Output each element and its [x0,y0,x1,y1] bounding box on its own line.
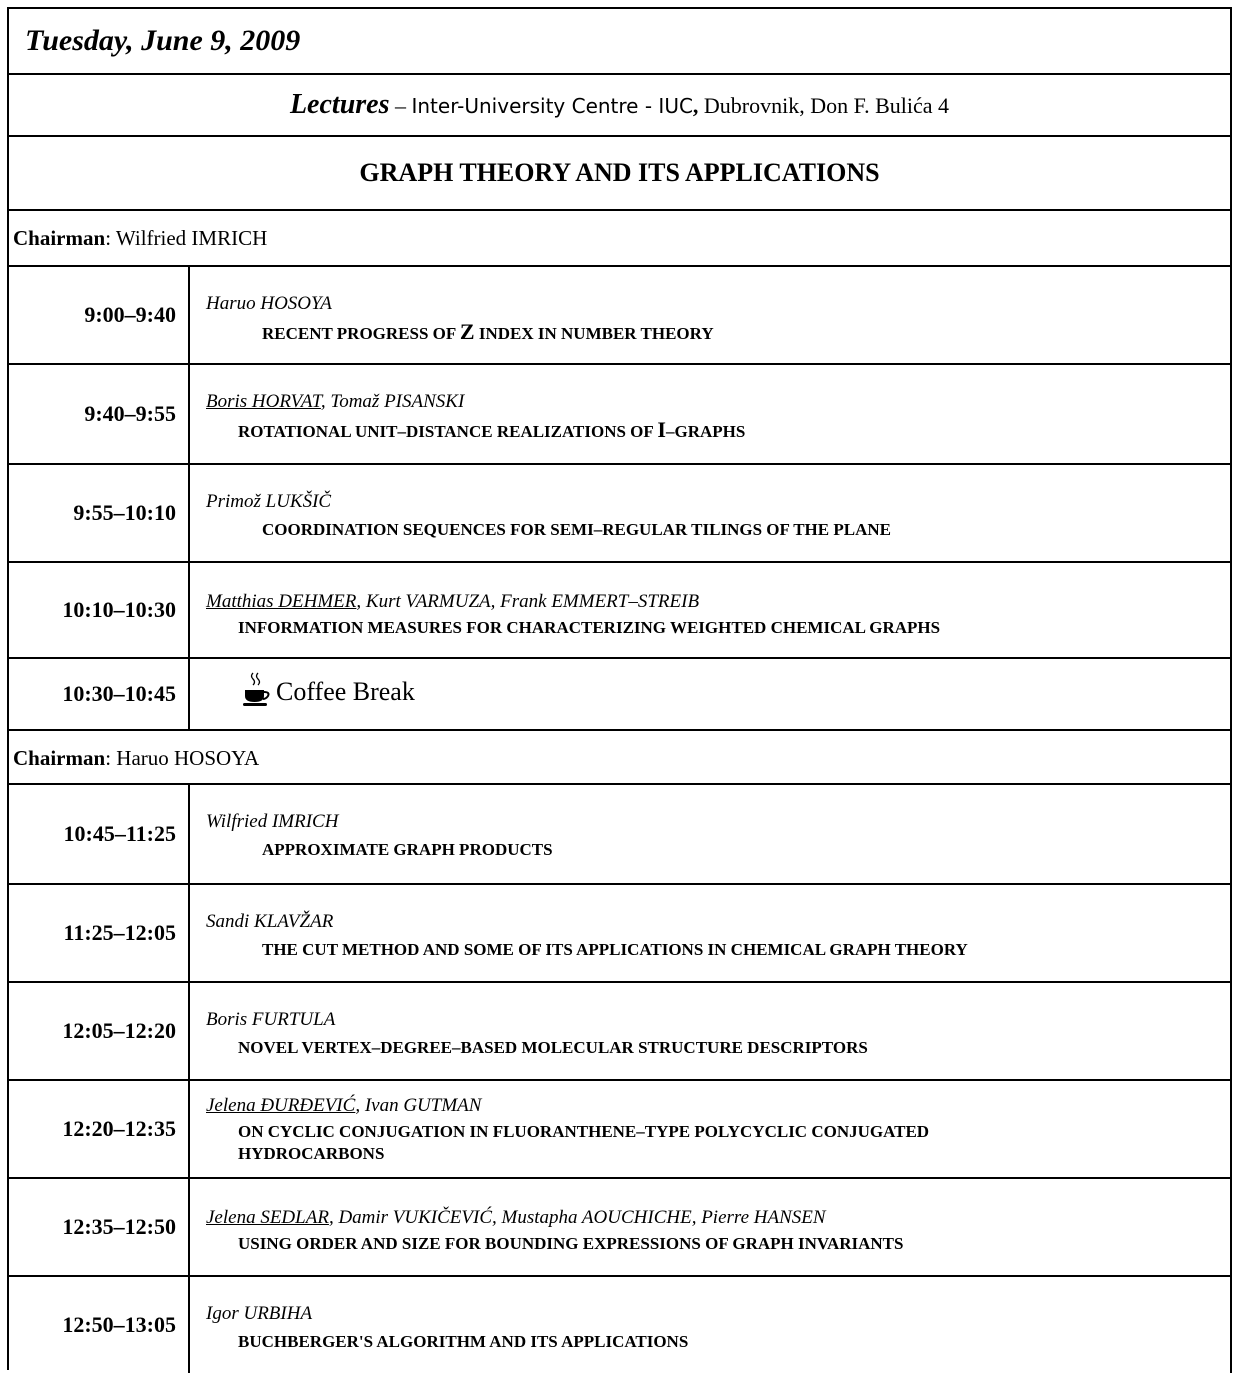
track-title: GRAPH THEORY AND ITS APPLICATIONS [359,158,880,187]
talk-content [190,983,1230,1079]
talk-title [238,419,745,443]
day-header [9,9,1232,75]
coauthors: , Ivan GUTMAN [355,1095,482,1116]
talk-title-line: HYDROCARBONS [238,1144,385,1163]
talk-time: 10:45–11:25 [9,785,190,883]
coffee-break [242,671,415,707]
presenter: Boris HORVAT [206,391,321,412]
talk-title: THE CUT METHOD AND SOME OF ITS APPLICATIONS IN CHEMICAL GRAPH THEORY [262,940,968,959]
coauthors: Wilfried IMRICH [206,811,339,832]
talk-content [190,465,1230,561]
coauthors: Boris FURTULA [206,1009,336,1030]
talk-content [190,1081,1230,1177]
talk-title: NOVEL VERTEX–DEGREE–BASED MOLECULAR STRUCTURE DESCRIPTORS [238,1038,868,1057]
talk-authors [206,1207,826,1229]
track-title-row [9,137,1232,211]
coauthors: Igor URBIHA [206,1303,313,1324]
coauthors: , Kurt VARMUZA, Frank EMMERT–STREIB [356,591,700,612]
coauthors: , Damir VUKIČEVIĆ, Mustapha AOUCHICHE, Pierre HANSEN [328,1207,826,1228]
talk-row [9,885,1232,983]
coauthors: Primož LUKŠIČ [206,491,332,512]
talk-title: COORDINATION SEQUENCES FOR SEMI–REGULAR TILINGS OF THE PLANE [262,520,891,539]
talk-title [238,1121,929,1165]
talk-row [9,465,1232,563]
talk-time: 12:20–12:35 [9,1081,190,1177]
break-time: 10:30–10:45 [9,659,190,729]
talk-title-symbol: I [657,417,666,442]
talk-row [9,983,1232,1081]
chairman-name: : Wilfried IMRICH [105,226,268,250]
talk-title-part: RECENT PROGRESS OF [262,324,460,343]
chairman-label: Chairman [13,746,106,770]
talk-row [9,1081,1232,1179]
talk-authors [206,391,464,413]
talk-title: BUCHBERGER'S ALGORITHM AND ITS APPLICATIONS [238,1332,689,1351]
talk-authors [206,491,331,513]
talk-row [9,785,1232,885]
break-content [190,659,1230,729]
talk-content [190,785,1230,883]
venue-name: Inter-University Centre - IUC [411,94,693,118]
talk-row [9,1179,1232,1277]
talk-content [190,267,1230,363]
coauthors: Haruo HOSOYA [206,293,332,314]
talk-content [190,1179,1230,1275]
talk-row [9,1277,1232,1373]
talk-title-part: ROTATIONAL UNIT–DISTANCE REALIZATIONS OF [238,422,658,441]
talk-title-line: ON CYCLIC CONJUGATION IN FLUORANTHENE–TYPE POLYCYCLIC CONJUGATED [238,1122,930,1141]
talk-content [190,365,1230,463]
presenter: Jelena SEDLAR [206,1207,329,1228]
talk-content [190,885,1230,981]
talk-time: 9:00–9:40 [9,267,190,363]
talk-time: 12:50–13:05 [9,1277,190,1373]
coauthors: , Tomaž PISANSKI [320,391,465,412]
talk-title [262,321,714,345]
date-title: Tuesday, June 9, 2009 [25,24,301,57]
presenter: Jelena ĐURĐEVIĆ [206,1095,356,1116]
talk-content [190,1277,1230,1373]
coauthors: Sandi KLAVŽAR [206,911,334,932]
coffee-break-label: Coffee Break [276,677,415,706]
schedule-table [7,7,1232,1370]
talk-authors [206,811,338,833]
chairman-name: : Haruo HOSOYA [105,746,260,770]
chairman-row-1 [9,211,1232,267]
presenter: Matthias DEHMER [206,591,357,612]
talk-time: 9:40–9:55 [9,365,190,463]
talk-content [190,563,1230,657]
talk-title-symbol: Z [459,319,475,344]
talk-authors [206,1303,312,1325]
talk-row [9,563,1232,659]
talk-title: APPROXIMATE GRAPH PRODUCTS [262,840,553,859]
comma: , [692,93,699,118]
talk-authors [206,293,332,315]
talk-time: 12:05–12:20 [9,983,190,1079]
talk-authors [206,911,333,933]
location-row [9,75,1232,137]
talk-time: 11:25–12:05 [9,885,190,981]
chairman-row-2 [9,731,1232,785]
talk-time: 10:10–10:30 [9,563,190,657]
talk-row [9,365,1232,465]
coffee-break-row [9,659,1232,731]
chairman-label: Chairman [13,226,106,250]
lectures-label: Lectures [289,89,390,120]
talk-time: 12:35–12:50 [9,1179,190,1275]
address: Dubrovnik, Don F. Bulića 4 [698,93,950,118]
talk-title-part: –GRAPHS [665,422,746,441]
talk-authors [206,1095,481,1117]
talk-title: INFORMATION MEASURES FOR CHARACTERIZING WEIGHTED CHEMICAL GRAPHS [238,618,941,637]
talk-time: 9:55–10:10 [9,465,190,561]
talk-title: USING ORDER AND SIZE FOR BOUNDING EXPRESSIONS OF GRAPH INVARIANTS [238,1234,904,1253]
coffee-cup-icon [242,671,272,707]
talk-authors [206,1009,335,1031]
talk-row [9,267,1232,365]
dash: – [389,93,412,118]
talk-title-part: INDEX IN NUMBER THEORY [474,324,714,343]
talk-authors [206,591,699,613]
